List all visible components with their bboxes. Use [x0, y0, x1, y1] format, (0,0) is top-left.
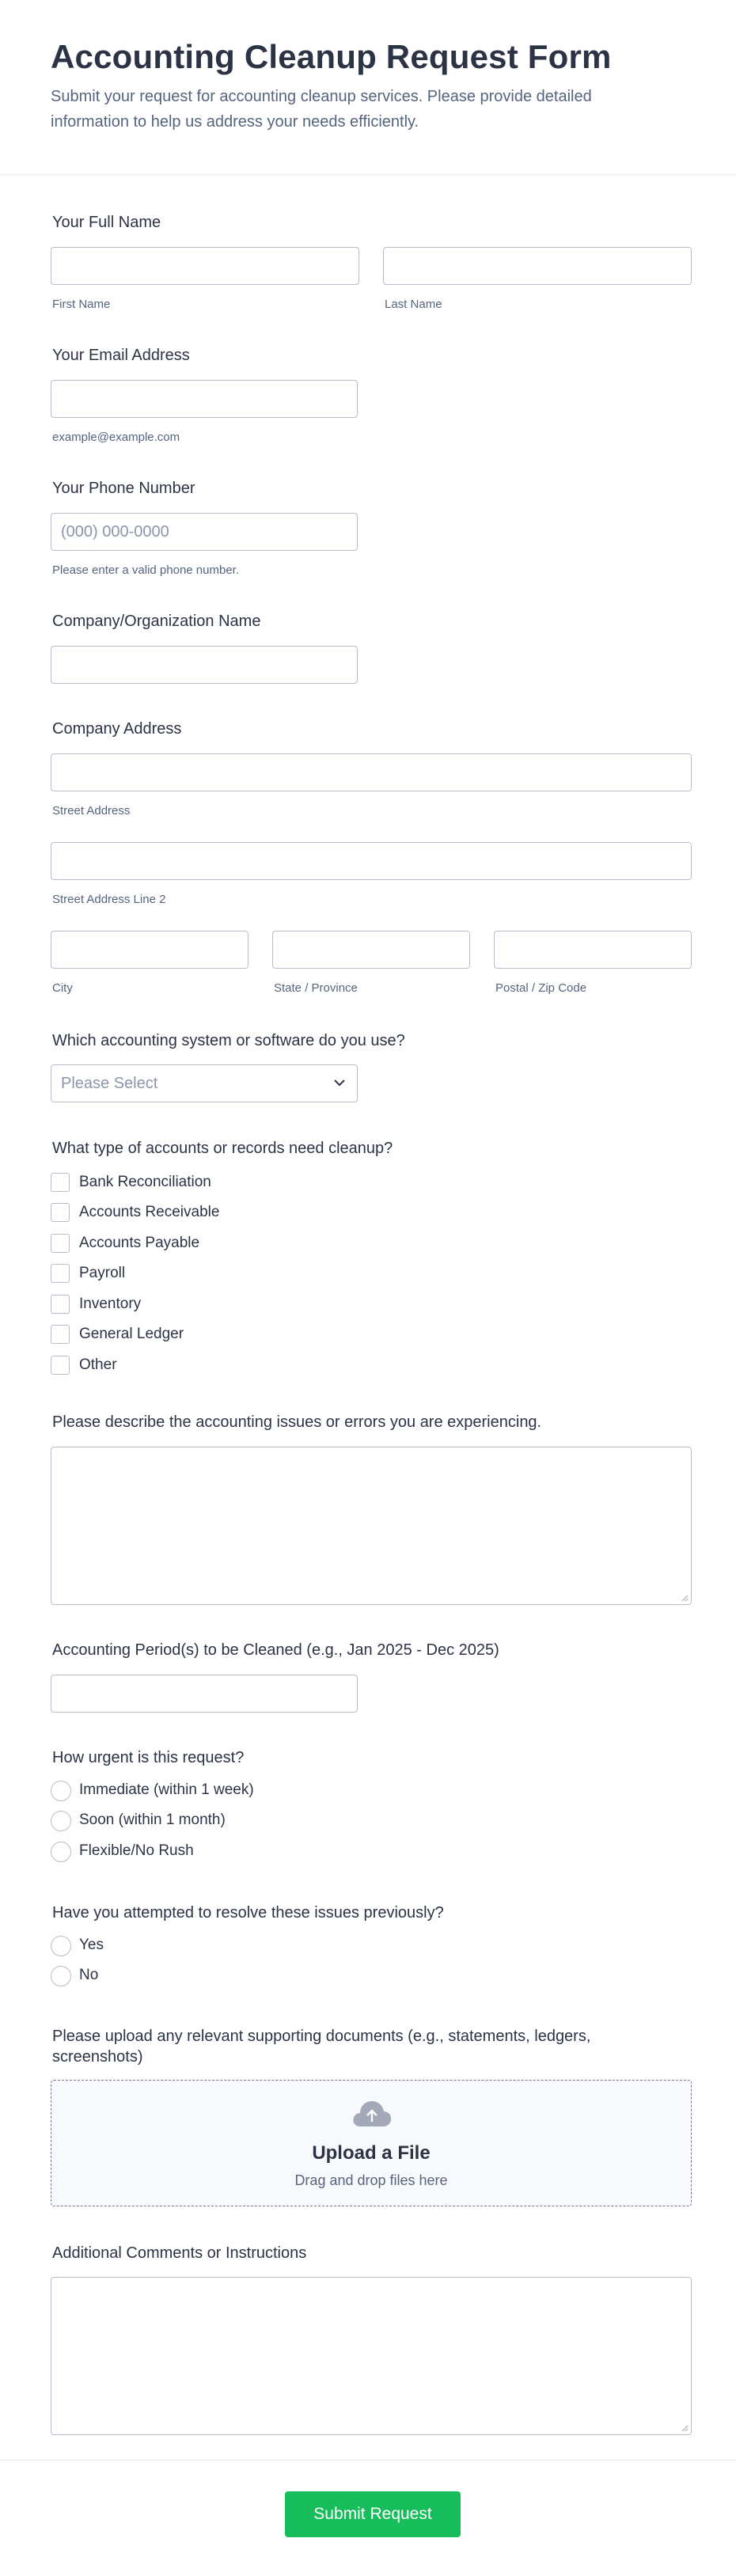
phone-label: Your Phone Number: [52, 480, 195, 497]
email-input[interactable]: [51, 380, 358, 418]
radio-label: No: [79, 1967, 99, 1983]
street-address-line2-sublabel: Street Address Line 2: [52, 893, 166, 906]
checkbox-label: Other: [79, 1356, 117, 1373]
comments-label: Additional Comments or Instructions: [52, 2244, 307, 2262]
records-label: What type of accounts or records need cleanup?: [52, 1140, 393, 1157]
radio-circle[interactable]: [51, 1781, 71, 1801]
company-input[interactable]: [51, 646, 358, 684]
radio-circle[interactable]: [51, 1966, 71, 1986]
upload-label: Please upload any relevant supporting documents (e.g., statements, ledgers, screenshots): [52, 2028, 591, 2066]
radio-circle[interactable]: [51, 1811, 71, 1831]
checkbox-label: Payroll: [79, 1265, 126, 1281]
period-label: Accounting Period(s) to be Cleaned (e.g., Jan 2025 - Dec 2025): [52, 1641, 499, 1659]
street-address-sublabel: Street Address: [52, 804, 131, 818]
address-label: Company Address: [52, 720, 182, 738]
first-name-input[interactable]: [51, 247, 359, 285]
resize-grip-icon[interactable]: [681, 1594, 689, 1602]
software-select[interactable]: [51, 1064, 358, 1102]
email-sublabel: example@example.com: [52, 431, 180, 444]
checkbox-label: Accounts Payable: [79, 1235, 200, 1251]
state-sublabel: State / Province: [274, 981, 358, 995]
radio-label: Yes: [79, 1937, 104, 1953]
form-subtitle: Submit your request for accounting cleanup services. Please provide detailed information to help us address your needs efficiently.: [51, 88, 592, 131]
city-sublabel: City: [52, 981, 73, 995]
company-label: Company/Organization Name: [52, 613, 261, 630]
phone-sublabel: Please enter a valid phone number.: [52, 563, 239, 577]
postal-sublabel: Postal / Zip Code: [495, 981, 587, 995]
upload-title: Upload a File: [312, 2142, 431, 2164]
city-input[interactable]: [51, 931, 248, 969]
file-upload-dropzone[interactable]: [51, 2080, 692, 2206]
checkbox-box[interactable]: [51, 1325, 70, 1344]
checkbox-box[interactable]: [51, 1203, 70, 1222]
street-address-input[interactable]: [51, 753, 692, 791]
radio-label: Flexible/No Rush: [79, 1842, 194, 1859]
full-name-label: Your Full Name: [52, 214, 161, 231]
chevron-down-icon: [333, 1079, 346, 1087]
cloud-upload-icon: [351, 2098, 393, 2130]
radio-label: Soon (within 1 month): [79, 1812, 226, 1828]
email-label: Your Email Address: [52, 347, 190, 364]
upload-hint: Drag and drop files here: [294, 2172, 448, 2188]
street-address-line2-input[interactable]: [51, 842, 692, 880]
previous-label: Have you attempted to resolve these issues previously?: [52, 1904, 444, 1922]
first-name-sublabel: First Name: [52, 298, 111, 311]
radio-circle[interactable]: [51, 1842, 71, 1862]
form-title: Accounting Cleanup Request Form: [51, 38, 612, 75]
checkbox-label: Inventory: [79, 1296, 142, 1312]
checkbox-box[interactable]: [51, 1173, 70, 1192]
resize-grip-icon[interactable]: [681, 2424, 689, 2432]
checkbox-box[interactable]: [51, 1234, 70, 1253]
postal-input[interactable]: [494, 931, 692, 969]
checkbox-label: Accounts Receivable: [79, 1204, 220, 1220]
issues-textarea[interactable]: [51, 1447, 692, 1605]
comments-textarea[interactable]: [51, 2277, 692, 2435]
last-name-sublabel: Last Name: [385, 298, 442, 311]
software-label: Which accounting system or software do you use?: [52, 1032, 405, 1049]
last-name-input[interactable]: [383, 247, 692, 285]
checkbox-box[interactable]: [51, 1264, 70, 1283]
checkbox-box[interactable]: [51, 1295, 70, 1314]
urgency-label: How urgent is this request?: [52, 1749, 245, 1766]
period-input[interactable]: [51, 1675, 358, 1713]
software-select-value: Please Select: [61, 1075, 158, 1092]
checkbox-box[interactable]: [51, 1356, 70, 1375]
state-input[interactable]: [272, 931, 470, 969]
checkbox-label: General Ledger: [79, 1326, 184, 1342]
form-header: [0, 0, 736, 175]
phone-input[interactable]: [51, 513, 358, 551]
radio-circle[interactable]: [51, 1936, 71, 1956]
checkbox-label: Bank Reconciliation: [79, 1174, 211, 1190]
issues-label: Please describe the accounting issues or errors you are experiencing.: [52, 1413, 542, 1431]
submit-button[interactable]: Submit Request: [285, 2491, 461, 2537]
radio-label: Immediate (within 1 week): [79, 1781, 254, 1798]
